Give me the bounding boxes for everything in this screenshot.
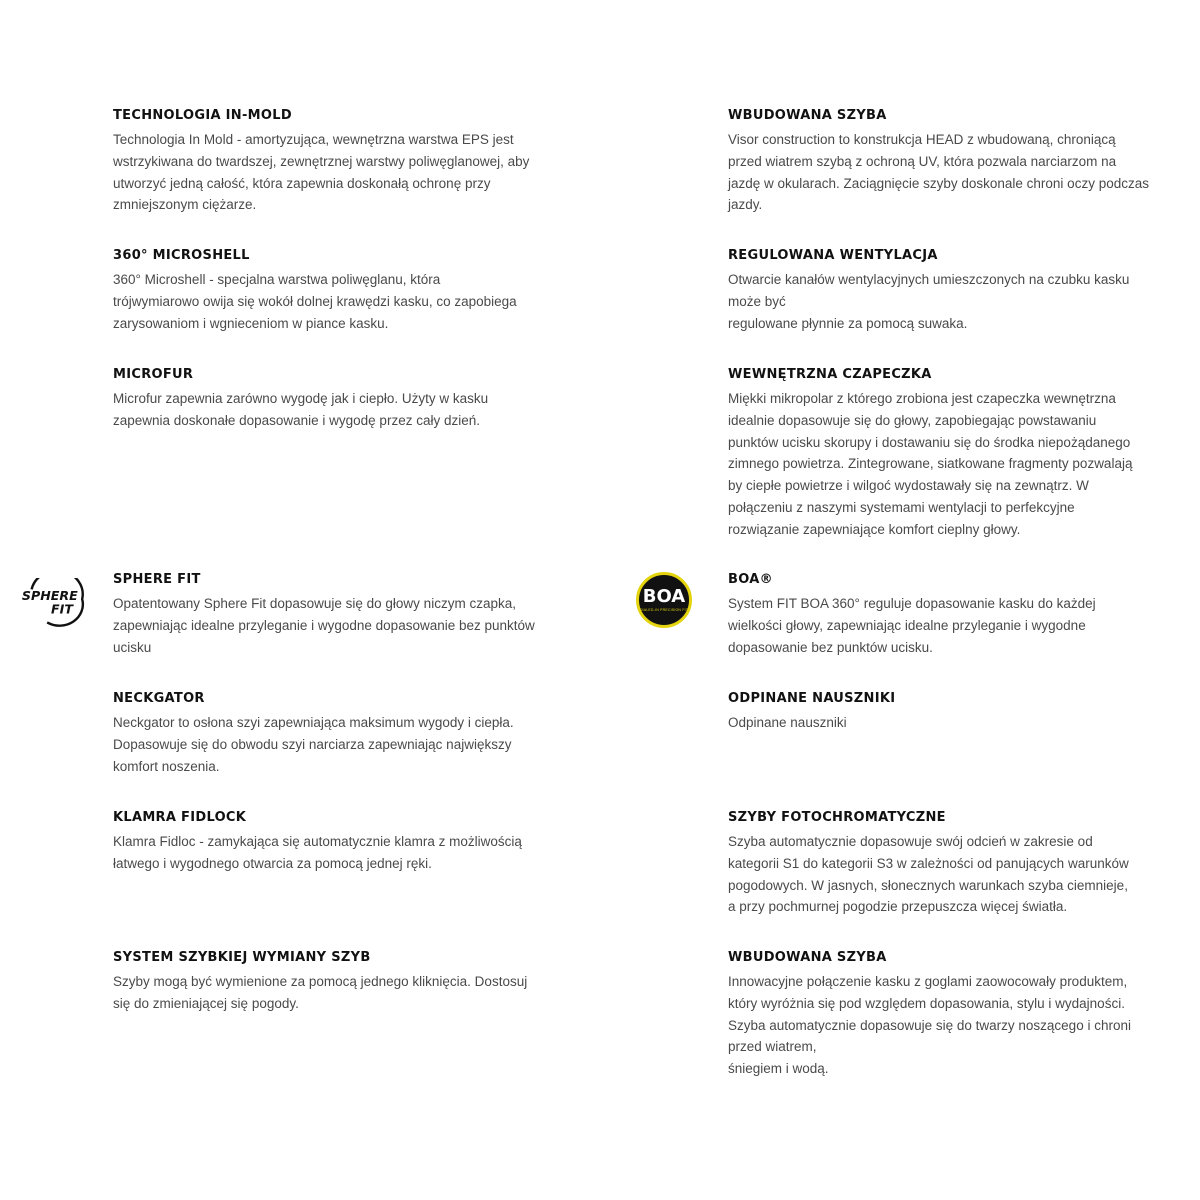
feature-title: MICROFUR [113, 367, 194, 382]
feature-description [728, 129, 1149, 216]
feature-description [113, 388, 488, 432]
description-line: Visor construction to konstrukcja HEAD z wbudowaną, chroniącą [728, 132, 1116, 147]
description-line: zmniejszonym ciężarze. [113, 197, 257, 213]
feature-title: SYSTEM SZYBKIEJ WYMIANY SZYB [113, 950, 371, 965]
description-line: śniegiem i wodą. [728, 1061, 829, 1077]
description-line: który wyróżnia się pod względem dopasowania, stylu i wydajności. [728, 995, 1125, 1011]
feature-microshell [113, 248, 517, 334]
description-line: rozwiązanie zapewniające komfort cieplny głowy. [728, 521, 1021, 537]
description-line: może być [728, 293, 786, 309]
description-line: Klamra Fidloc - zamykająca się automatycznie klamra z możliwością [113, 834, 522, 849]
description-line: utworzyć jedną całość, która zapewnia doskonałą ochronę przy [113, 175, 491, 191]
description-line: Dopasowuje się do obwodu szyi narciarza zapewniając największy [113, 736, 512, 752]
feature-sphere-fit [113, 572, 535, 658]
feature-description [113, 971, 527, 1015]
boa-logo-text: BOA [642, 586, 686, 607]
boa-logo-tagline: DIALED-IN PRECISION FIT [639, 608, 689, 612]
description-line: Innowacyjne połączenie kasku z goglami zaowocowały produktem, [728, 974, 1128, 989]
description-line: Neckgator to osłona szyi zapewniająca maksimum wygody i ciepła. [113, 715, 514, 730]
feature-adjustable-ventilation [728, 248, 1129, 334]
description-line: wielkości głowy, zapewniając idealne przyleganie i wygodne [728, 617, 1086, 633]
description-line: Microfur zapewnia zarówno wygodę jak i ciepło. Użyty w kasku [113, 391, 489, 406]
description-line: Szyby mogą być wymienione za pomocą jednego kliknięcia. Dostosuj [113, 974, 528, 989]
description-line: by ciepłe powietrze i wilgoć wydostawały się na zewnątrz. W [728, 478, 1089, 494]
feature-microfur [113, 367, 488, 432]
description-line: jazdę w okularach. Zaciągnięcie szyby doskonale chroni oczy podczas [728, 175, 1149, 191]
description-line: zapewnia doskonałe dopasowanie i wygodę przez cały dzień. [113, 412, 480, 428]
feature-description [113, 831, 522, 875]
description-line: Odpinane nauszniki [728, 715, 847, 730]
feature-title: WBUDOWANA SZYBA [728, 108, 887, 123]
feature-in-mold [113, 108, 529, 216]
feature-fidlock [113, 810, 522, 875]
description-line: Opatentowany Sphere Fit dopasowuje się do głowy niczym czapka, [113, 596, 516, 611]
sphere-fit-logo [18, 578, 88, 633]
feature-title: WBUDOWANA SZYBA [728, 950, 887, 965]
description-line: Szyba automatycznie dopasowuje swój odcień w zakresie od [728, 834, 1093, 849]
feature-description [113, 269, 517, 334]
description-line: kategorii S1 do kategorii S3 w zależności od panujących warunków [728, 855, 1129, 871]
description-line: pogodowych. W jasnych, słonecznych warunkach szyba ciemnieje, [728, 877, 1128, 893]
description-line: Miękki mikropolar z którego zrobiona jest czapeczka wewnętrzna [728, 391, 1116, 406]
feature-detachable-earpads [728, 691, 895, 734]
feature-description [113, 129, 529, 216]
feature-built-in-visor-2 [728, 950, 1131, 1080]
feature-title: SZYBY FOTOCHROMATYCZNE [728, 810, 946, 825]
description-line: Otwarcie kanałów wentylacyjnych umieszczonych na czubku kasku [728, 272, 1130, 287]
description-line: regulowane płynnie za pomocą suwaka. [728, 315, 968, 331]
feature-title: SPHERE FIT [113, 572, 201, 587]
description-line: jazdy. [728, 197, 763, 213]
description-line: a przy pochmurnej pogodzie przepuszcza więcej światła. [728, 899, 1068, 915]
feature-description [113, 593, 535, 658]
feature-quick-visor-swap [113, 950, 527, 1015]
sphere-logo-line2: FIT [51, 601, 73, 617]
description-line: System FIT BOA 360° reguluje dopasowanie kasku do każdej [728, 596, 1096, 611]
description-line: łatwego i wygodnego otwarcia za pomocą jednej ręki. [113, 855, 432, 871]
feature-title: WEWNĘTRZNA CZAPECZKA [728, 367, 932, 382]
boa-logo [636, 572, 692, 628]
feature-title: KLAMRA FIDLOCK [113, 810, 247, 825]
description-line: Technologia In Mold - amortyzująca, wewnętrzna warstwa EPS jest [113, 132, 514, 147]
description-line: przed wiatrem szybą z ochroną UV, która pozwala narciarzom na [728, 153, 1117, 169]
feature-description [728, 712, 895, 734]
feature-description [728, 831, 1129, 918]
feature-description [113, 712, 514, 777]
feature-title: REGULOWANA WENTYLACJA [728, 248, 938, 263]
description-line: dopasowanie bez punktów ucisku. [728, 639, 933, 655]
description-line: przed wiatrem, [728, 1039, 817, 1055]
description-line: komfort noszenia. [113, 758, 220, 774]
description-line: punktów ucisku skorupy i dostawaniu się do środka niepożądanego [728, 434, 1131, 450]
feature-description [728, 971, 1131, 1080]
feature-description [728, 269, 1129, 334]
description-line: ucisku [113, 639, 152, 655]
description-line: zimnego powietrza. Zintegrowane, siatkowane fragmenty pozwalają [728, 456, 1133, 472]
feature-title: NECKGATOR [113, 691, 205, 706]
description-line: wstrzykiwana do twardszej, zewnętrznej warstwy poliwęglanowej, aby [113, 153, 530, 169]
description-line: trójwymiarowo owija się wokół dolnej krawędzi kasku, co zapobiega [113, 293, 517, 309]
feature-description [728, 388, 1132, 541]
description-line: zarysowaniom i wgnieceniom w piance kasku. [113, 315, 389, 331]
feature-description [728, 593, 1096, 658]
description-line: zapewniając idealne przyleganie i wygodne dopasowanie bez punktów [113, 617, 535, 633]
feature-neckgator [113, 691, 514, 777]
description-line: 360° Microshell - specjalna warstwa poliwęglanu, która [113, 272, 441, 287]
feature-photochromic-visor [728, 810, 1129, 918]
feature-title: BOA® [728, 572, 773, 587]
description-line: się do zmieniającej się pogody. [113, 995, 299, 1011]
feature-built-in-visor [728, 108, 1149, 216]
feature-boa [728, 572, 1096, 658]
description-line: Szyba automatycznie dopasowuje się do twarzy noszącego i chroni [728, 1017, 1131, 1033]
sphere-logo-line1: SPHERE [21, 588, 78, 604]
feature-title: 360° MICROSHELL [113, 248, 250, 263]
description-line: połączeniu z naszymi systemami wentylacji to perfekcyjne [728, 499, 1075, 515]
description-line: idealnie dopasowuje się do głowy, zapobiegając powstawaniu [728, 412, 1097, 428]
feature-title: ODPINANE NAUSZNIKI [728, 691, 896, 706]
feature-title: TECHNOLOGIA IN-MOLD [113, 108, 292, 123]
feature-inner-cap [728, 367, 1132, 541]
